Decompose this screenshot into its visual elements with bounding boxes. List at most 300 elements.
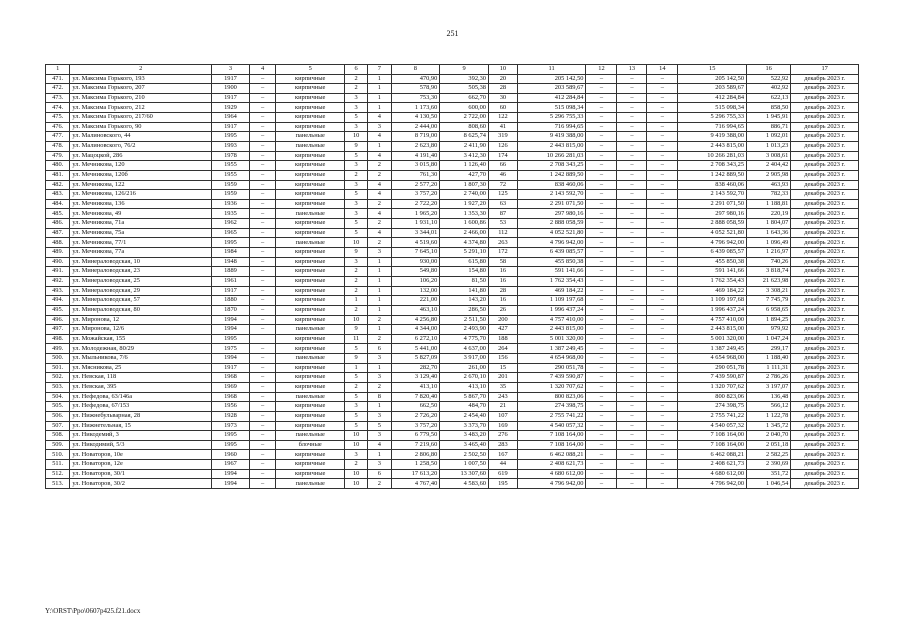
cell-col-12: – bbox=[586, 84, 617, 94]
cell-col-12: – bbox=[586, 354, 617, 364]
cell-col-12: – bbox=[586, 373, 617, 383]
cell-col-14: – bbox=[647, 199, 678, 209]
cell-living-area: 261,00 bbox=[440, 363, 489, 373]
cell-address: ул. Мечникова, 136 bbox=[70, 199, 212, 209]
cell-entrances: 6 bbox=[368, 344, 391, 354]
cell-col-12: – bbox=[586, 421, 617, 431]
cell-completion-date: декабрь 2023 г. bbox=[791, 286, 859, 296]
cell-entrances: 2 bbox=[368, 383, 391, 393]
table-row bbox=[46, 276, 859, 286]
cell-col-12: – bbox=[586, 411, 617, 421]
cell-living-area: 143,20 bbox=[440, 296, 489, 306]
cell-wall-material: кирпичные bbox=[276, 334, 345, 344]
cell-year-built: 1965 bbox=[212, 228, 250, 238]
cell-residents: 87 bbox=[489, 209, 518, 219]
cell-living-area: 2 493,90 bbox=[440, 325, 489, 335]
cell-cost-sum: 205 142,50 bbox=[678, 74, 747, 84]
cell-col-12: – bbox=[586, 325, 617, 335]
table-row bbox=[46, 460, 859, 470]
cell-col-14: – bbox=[647, 315, 678, 325]
cell-row-number: 493. bbox=[46, 286, 70, 296]
cell-total-area: 106,20 bbox=[391, 276, 440, 286]
cell-residents: 41 bbox=[489, 122, 518, 132]
cell-col-14: – bbox=[647, 238, 678, 248]
cell-row-number: 497. bbox=[46, 325, 70, 335]
cell-wall-material: панельные bbox=[276, 238, 345, 248]
cell-entrances: 1 bbox=[368, 450, 391, 460]
cell-living-area: 3 917,00 bbox=[440, 354, 489, 364]
cell-cost-sum: 412 284,84 bbox=[678, 93, 747, 103]
table-row bbox=[46, 170, 859, 180]
cell-cost-sum: 2 755 741,22 bbox=[678, 411, 747, 421]
cell-address: ул. Нижнебульварная, 28 bbox=[70, 411, 212, 421]
cell-cost-per-sqm: 979,92 bbox=[747, 325, 791, 335]
cell-address: ул. Мечникова, 77а bbox=[70, 248, 212, 258]
cell-row-number: 504. bbox=[46, 392, 70, 402]
cell-col-14: – bbox=[647, 402, 678, 412]
cell-completion-date: декабрь 2023 г. bbox=[791, 354, 859, 364]
cell-total-area: 7 219,60 bbox=[391, 440, 440, 450]
cell-living-area: 81,50 bbox=[440, 276, 489, 286]
cell-floors: 5 bbox=[345, 344, 368, 354]
cell-wall-material: кирпичные bbox=[276, 219, 345, 229]
cell-col-4: – bbox=[249, 209, 276, 219]
cell-entrances: 1 bbox=[368, 103, 391, 113]
cell-year-built: 1917 bbox=[212, 286, 250, 296]
cell-residents: 21 bbox=[489, 402, 518, 412]
cell-wall-material: кирпичные bbox=[276, 363, 345, 373]
cell-entrances: 1 bbox=[368, 267, 391, 277]
cell-col-4: – bbox=[249, 113, 276, 123]
table-row bbox=[46, 469, 859, 479]
cell-floors: 10 bbox=[345, 132, 368, 142]
cell-col-13: – bbox=[617, 296, 647, 306]
table-row bbox=[46, 440, 859, 450]
cell-living-area: 1 007,50 bbox=[440, 460, 489, 470]
cell-col-13: – bbox=[617, 363, 647, 373]
cell-floors: 10 bbox=[345, 315, 368, 325]
cell-total-area: 4 191,40 bbox=[391, 151, 440, 161]
cell-col-12: – bbox=[586, 74, 617, 84]
cell-floors: 9 bbox=[345, 354, 368, 364]
cell-cost-sum: 1 996 437,24 bbox=[678, 305, 747, 315]
cell-total-area: 1 258,50 bbox=[391, 460, 440, 470]
cell-living-area: 3 465,40 bbox=[440, 440, 489, 450]
cell-col-14: – bbox=[647, 411, 678, 421]
cell-floors: 3 bbox=[345, 402, 368, 412]
cell-address: ул. Новаторов, 30/1 bbox=[70, 469, 212, 479]
cell-total-cost: 1 387 249,45 bbox=[517, 344, 586, 354]
cell-residents: 44 bbox=[489, 460, 518, 470]
cell-address: ул. Мечникова, 122 bbox=[70, 180, 212, 190]
cell-total-area: 3 344,01 bbox=[391, 228, 440, 238]
cell-cost-per-sqm: 1 111,31 bbox=[747, 363, 791, 373]
cell-col-4: – bbox=[249, 74, 276, 84]
file-path-footer: Y:\ORST\Ppo\0607p425.f21.docx bbox=[45, 607, 141, 615]
cell-residents: 15 bbox=[489, 363, 518, 373]
cell-wall-material: блочные bbox=[276, 440, 345, 450]
cell-entrances: 4 bbox=[368, 440, 391, 450]
cell-total-area: 2 722,20 bbox=[391, 199, 440, 209]
cell-cost-per-sqm: 299,17 bbox=[747, 344, 791, 354]
cell-entrances: 1 bbox=[368, 276, 391, 286]
cell-col-4: – bbox=[249, 257, 276, 267]
cell-completion-date: декабрь 2023 г. bbox=[791, 325, 859, 335]
cell-wall-material: панельные bbox=[276, 325, 345, 335]
cell-year-built: 1917 bbox=[212, 93, 250, 103]
cell-total-cost: 2 888 058,59 bbox=[517, 219, 586, 229]
cell-cost-per-sqm: 1 122,78 bbox=[747, 411, 791, 421]
cell-wall-material: кирпичные bbox=[276, 180, 345, 190]
cell-floors: 9 bbox=[345, 325, 368, 335]
cell-wall-material: кирпичные bbox=[276, 151, 345, 161]
cell-year-built: 1880 bbox=[212, 296, 250, 306]
cell-row-number: 506. bbox=[46, 411, 70, 421]
cell-col-4: – bbox=[249, 383, 276, 393]
cell-total-cost: 7 108 164,00 bbox=[517, 431, 586, 441]
cell-total-area: 3 129,40 bbox=[391, 373, 440, 383]
cell-address: ул. Никодимий, 5/3 bbox=[70, 440, 212, 450]
table-row bbox=[46, 238, 859, 248]
cell-total-area: 8 719,00 bbox=[391, 132, 440, 142]
cell-cost-per-sqm: 622,13 bbox=[747, 93, 791, 103]
cell-wall-material: кирпичные bbox=[276, 248, 345, 258]
cell-address: ул. Невская, 395 bbox=[70, 383, 212, 393]
cell-col-4: – bbox=[249, 325, 276, 335]
cell-col-4: – bbox=[249, 132, 276, 142]
cell-wall-material: панельные bbox=[276, 354, 345, 364]
cell-floors: 2 bbox=[345, 170, 368, 180]
cell-total-area: 930,00 bbox=[391, 257, 440, 267]
cell-col-4: – bbox=[249, 421, 276, 431]
cell-completion-date: декабрь 2023 г. bbox=[791, 363, 859, 373]
cell-completion-date: декабрь 2023 г. bbox=[791, 392, 859, 402]
cell-col-14: – bbox=[647, 286, 678, 296]
cell-year-built: 1994 bbox=[212, 469, 250, 479]
cell-floors: 3 bbox=[345, 199, 368, 209]
cell-completion-date: декабрь 2023 г. bbox=[791, 219, 859, 229]
cell-total-area: 17 613,20 bbox=[391, 469, 440, 479]
cell-col-12: – bbox=[586, 296, 617, 306]
cell-cost-per-sqm: 2 390,69 bbox=[747, 460, 791, 470]
cell-col-14: – bbox=[647, 354, 678, 364]
cell-col-4: – bbox=[249, 305, 276, 315]
cell-cost-per-sqm: 220,19 bbox=[747, 209, 791, 219]
cell-cost-sum: 1 242 889,50 bbox=[678, 170, 747, 180]
table-row bbox=[46, 363, 859, 373]
cell-living-area: 3 483,20 bbox=[440, 431, 489, 441]
cell-residents: 35 bbox=[489, 383, 518, 393]
cell-address: ул. Минераловодская, 80 bbox=[70, 305, 212, 315]
cell-completion-date: декабрь 2023 г. bbox=[791, 132, 859, 142]
cell-year-built: 1928 bbox=[212, 411, 250, 421]
cell-cost-sum: 6 439 085,57 bbox=[678, 248, 747, 258]
cell-total-area: 4 767,40 bbox=[391, 479, 440, 489]
cell-col-12: – bbox=[586, 276, 617, 286]
cell-wall-material: кирпичные bbox=[276, 257, 345, 267]
cell-completion-date: декабрь 2023 г. bbox=[791, 74, 859, 84]
table-row bbox=[46, 325, 859, 335]
cell-cost-per-sqm: 1 894,25 bbox=[747, 315, 791, 325]
cell-living-area: 141,80 bbox=[440, 286, 489, 296]
cell-cost-sum: 7 108 164,00 bbox=[678, 440, 747, 450]
table-row bbox=[46, 161, 859, 171]
cell-total-area: 5 827,09 bbox=[391, 354, 440, 364]
cell-wall-material: кирпичные bbox=[276, 161, 345, 171]
cell-address: ул. Минераловодская, 23 bbox=[70, 267, 212, 277]
cell-row-number: 492. bbox=[46, 276, 70, 286]
cell-year-built: 1995 bbox=[212, 132, 250, 142]
cell-col-13: – bbox=[617, 219, 647, 229]
cell-col-14: – bbox=[647, 325, 678, 335]
cell-col-13: – bbox=[617, 421, 647, 431]
cell-col-4: – bbox=[249, 286, 276, 296]
cell-living-area: 1 126,40 bbox=[440, 161, 489, 171]
cell-col-4: – bbox=[249, 161, 276, 171]
cell-cost-per-sqm: 2 040,70 bbox=[747, 431, 791, 441]
cell-col-4: – bbox=[249, 151, 276, 161]
cell-wall-material: панельные bbox=[276, 209, 345, 219]
cell-entrances: 2 bbox=[368, 161, 391, 171]
cell-col-12: – bbox=[586, 305, 617, 315]
cell-total-cost: 205 142,50 bbox=[517, 74, 586, 84]
cell-address: ул. Молодежная, 80/29 bbox=[70, 344, 212, 354]
cell-entrances: 4 bbox=[368, 151, 391, 161]
cell-year-built: 1973 bbox=[212, 421, 250, 431]
cell-col-4: – bbox=[249, 93, 276, 103]
cell-col-14: – bbox=[647, 151, 678, 161]
cell-living-area: 2 411,90 bbox=[440, 141, 489, 151]
cell-year-built: 1959 bbox=[212, 180, 250, 190]
cell-col-4: – bbox=[249, 267, 276, 277]
cell-wall-material: кирпичные bbox=[276, 315, 345, 325]
cell-col-4: – bbox=[249, 84, 276, 94]
cell-col-14: – bbox=[647, 267, 678, 277]
cell-residents: 126 bbox=[489, 141, 518, 151]
cell-col-4: – bbox=[249, 180, 276, 190]
cell-wall-material: панельные bbox=[276, 132, 345, 142]
cell-col-14: – bbox=[647, 460, 678, 470]
cell-completion-date: декабрь 2023 г. bbox=[791, 122, 859, 132]
cell-cost-sum: 2 291 071,50 bbox=[678, 199, 747, 209]
cell-row-number: 476. bbox=[46, 122, 70, 132]
cell-col-14: – bbox=[647, 431, 678, 441]
table-row bbox=[46, 383, 859, 393]
cell-col-4: – bbox=[249, 344, 276, 354]
cell-col-12: – bbox=[586, 431, 617, 441]
cell-floors: 3 bbox=[345, 450, 368, 460]
cell-row-number: 503. bbox=[46, 383, 70, 393]
cell-completion-date: декабрь 2023 г. bbox=[791, 238, 859, 248]
cell-cost-sum: 591 141,66 bbox=[678, 267, 747, 277]
table-row bbox=[46, 74, 859, 84]
cell-address: ул. Максима Горького, 212 bbox=[70, 103, 212, 113]
cell-col-14: – bbox=[647, 296, 678, 306]
cell-row-number: 499. bbox=[46, 344, 70, 354]
cell-residents: 107 bbox=[489, 411, 518, 421]
cell-col-14: – bbox=[647, 334, 678, 344]
cell-col-13: – bbox=[617, 334, 647, 344]
cell-floors: 10 bbox=[345, 440, 368, 450]
cell-entrances: 4 bbox=[368, 132, 391, 142]
cell-col-14: – bbox=[647, 74, 678, 84]
cell-residents: 16 bbox=[489, 276, 518, 286]
column-header-3: 3 bbox=[212, 65, 250, 75]
cell-residents: 243 bbox=[489, 392, 518, 402]
cell-residents: 172 bbox=[489, 248, 518, 258]
cell-col-13: – bbox=[617, 74, 647, 84]
cell-wall-material: кирпичные bbox=[276, 74, 345, 84]
cell-residents: 195 bbox=[489, 479, 518, 489]
cell-row-number: 485. bbox=[46, 209, 70, 219]
cell-entrances: 2 bbox=[368, 170, 391, 180]
cell-living-area: 2 722,00 bbox=[440, 113, 489, 123]
cell-cost-per-sqm: 2 051,18 bbox=[747, 440, 791, 450]
cell-col-13: – bbox=[617, 122, 647, 132]
cell-floors: 2 bbox=[345, 276, 368, 286]
cell-year-built: 1975 bbox=[212, 344, 250, 354]
cell-address: ул. Новаторов, 30/2 bbox=[70, 479, 212, 489]
cell-col-4: – bbox=[249, 354, 276, 364]
cell-living-area: 615,80 bbox=[440, 257, 489, 267]
cell-completion-date: декабрь 2023 г. bbox=[791, 190, 859, 200]
cell-row-number: 484. bbox=[46, 199, 70, 209]
cell-completion-date: декабрь 2023 г. bbox=[791, 84, 859, 94]
cell-col-13: – bbox=[617, 190, 647, 200]
cell-col-12: – bbox=[586, 238, 617, 248]
cell-residents: 283 bbox=[489, 440, 518, 450]
cell-total-area: 2 444,00 bbox=[391, 122, 440, 132]
cell-col-12: – bbox=[586, 479, 617, 489]
cell-floors: 5 bbox=[345, 113, 368, 123]
cell-wall-material: кирпичные bbox=[276, 450, 345, 460]
cell-cost-per-sqm: 463,93 bbox=[747, 180, 791, 190]
cell-total-cost: 2 443 815,00 bbox=[517, 325, 586, 335]
cell-col-12: – bbox=[586, 93, 617, 103]
cell-col-12: – bbox=[586, 103, 617, 113]
cell-residents: 72 bbox=[489, 180, 518, 190]
cell-cost-sum: 838 460,06 bbox=[678, 180, 747, 190]
column-number-header-row bbox=[46, 65, 859, 75]
cell-col-14: – bbox=[647, 450, 678, 460]
cell-year-built: 1870 bbox=[212, 305, 250, 315]
cell-residents: 427 bbox=[489, 325, 518, 335]
cell-total-area: 1 173,60 bbox=[391, 103, 440, 113]
cell-col-14: – bbox=[647, 141, 678, 151]
cell-col-12: – bbox=[586, 257, 617, 267]
cell-col-4: – bbox=[249, 170, 276, 180]
cell-address: ул. Миронова, 12/6 bbox=[70, 325, 212, 335]
cell-total-cost: 203 589,67 bbox=[517, 84, 586, 94]
cell-year-built: 1995 bbox=[212, 334, 250, 344]
cell-cost-per-sqm: 1 188,40 bbox=[747, 354, 791, 364]
cell-total-area: 4 519,60 bbox=[391, 238, 440, 248]
cell-total-cost: 274 398,75 bbox=[517, 402, 586, 412]
cell-living-area: 427,70 bbox=[440, 170, 489, 180]
column-header-4: 4 bbox=[249, 65, 276, 75]
cell-total-cost: 5 001 320,00 bbox=[517, 334, 586, 344]
cell-col-4: – bbox=[249, 248, 276, 258]
cell-completion-date: декабрь 2023 г. bbox=[791, 199, 859, 209]
cell-wall-material: кирпичные bbox=[276, 469, 345, 479]
cell-cost-per-sqm: 351,72 bbox=[747, 469, 791, 479]
cell-total-cost: 1 996 437,24 bbox=[517, 305, 586, 315]
cell-cost-per-sqm: 3 197,07 bbox=[747, 383, 791, 393]
cell-cost-sum: 2 708 343,25 bbox=[678, 161, 747, 171]
cell-completion-date: декабрь 2023 г. bbox=[791, 440, 859, 450]
cell-cost-sum: 4 796 942,00 bbox=[678, 238, 747, 248]
cell-total-area: 1 931,10 bbox=[391, 219, 440, 229]
cell-col-12: – bbox=[586, 315, 617, 325]
cell-cost-per-sqm: 1 945,91 bbox=[747, 113, 791, 123]
cell-living-area: 1 353,30 bbox=[440, 209, 489, 219]
cell-row-number: 488. bbox=[46, 238, 70, 248]
cell-total-cost: 455 850,38 bbox=[517, 257, 586, 267]
cell-year-built: 1995 bbox=[212, 440, 250, 450]
table-row bbox=[46, 392, 859, 402]
cell-row-number: 509. bbox=[46, 440, 70, 450]
cell-col-4: – bbox=[249, 469, 276, 479]
cell-col-13: – bbox=[617, 132, 647, 142]
cell-floors: 10 bbox=[345, 238, 368, 248]
cell-living-area: 808,60 bbox=[440, 122, 489, 132]
cell-col-4 bbox=[249, 334, 276, 344]
cell-address: ул. Малиновского, 76/2 bbox=[70, 141, 212, 151]
cell-col-4: – bbox=[249, 228, 276, 238]
cell-col-13: – bbox=[617, 151, 647, 161]
column-header-9: 9 bbox=[440, 65, 489, 75]
cell-year-built: 1994 bbox=[212, 315, 250, 325]
cell-cost-sum: 7 108 164,00 bbox=[678, 431, 747, 441]
cell-completion-date: декабрь 2023 г. bbox=[791, 228, 859, 238]
cell-wall-material: кирпичные bbox=[276, 344, 345, 354]
cell-wall-material: кирпичные bbox=[276, 103, 345, 113]
cell-wall-material: кирпичные bbox=[276, 93, 345, 103]
cell-completion-date: декабрь 2023 г. bbox=[791, 180, 859, 190]
cell-total-area: 282,70 bbox=[391, 363, 440, 373]
table-row bbox=[46, 103, 859, 113]
cell-cost-sum: 203 589,67 bbox=[678, 84, 747, 94]
cell-col-13: – bbox=[617, 141, 647, 151]
cell-completion-date: декабрь 2023 г. bbox=[791, 402, 859, 412]
cell-col-13: – bbox=[617, 93, 647, 103]
cell-col-4: – bbox=[249, 460, 276, 470]
cell-year-built: 1968 bbox=[212, 373, 250, 383]
cell-completion-date: декабрь 2023 г. bbox=[791, 411, 859, 421]
cell-cost-per-sqm: 1 047,24 bbox=[747, 334, 791, 344]
cell-living-area: 2 740,00 bbox=[440, 190, 489, 200]
cell-row-number: 495. bbox=[46, 305, 70, 315]
cell-entrances: 1 bbox=[368, 84, 391, 94]
cell-col-13: – bbox=[617, 354, 647, 364]
cell-floors: 3 bbox=[345, 209, 368, 219]
cell-col-4: – bbox=[249, 103, 276, 113]
cell-year-built: 1917 bbox=[212, 363, 250, 373]
cell-wall-material: кирпичные bbox=[276, 383, 345, 393]
cell-col-14: – bbox=[647, 161, 678, 171]
cell-cost-per-sqm: 886,71 bbox=[747, 122, 791, 132]
cell-year-built: 1955 bbox=[212, 170, 250, 180]
cell-floors: 3 bbox=[345, 93, 368, 103]
cell-col-4: – bbox=[249, 363, 276, 373]
cell-living-area: 3 373,70 bbox=[440, 421, 489, 431]
table-row bbox=[46, 344, 859, 354]
cell-residents: 125 bbox=[489, 190, 518, 200]
cell-wall-material: кирпичные bbox=[276, 199, 345, 209]
cell-residents: 30 bbox=[489, 93, 518, 103]
cell-floors: 5 bbox=[345, 392, 368, 402]
table-row bbox=[46, 228, 859, 238]
